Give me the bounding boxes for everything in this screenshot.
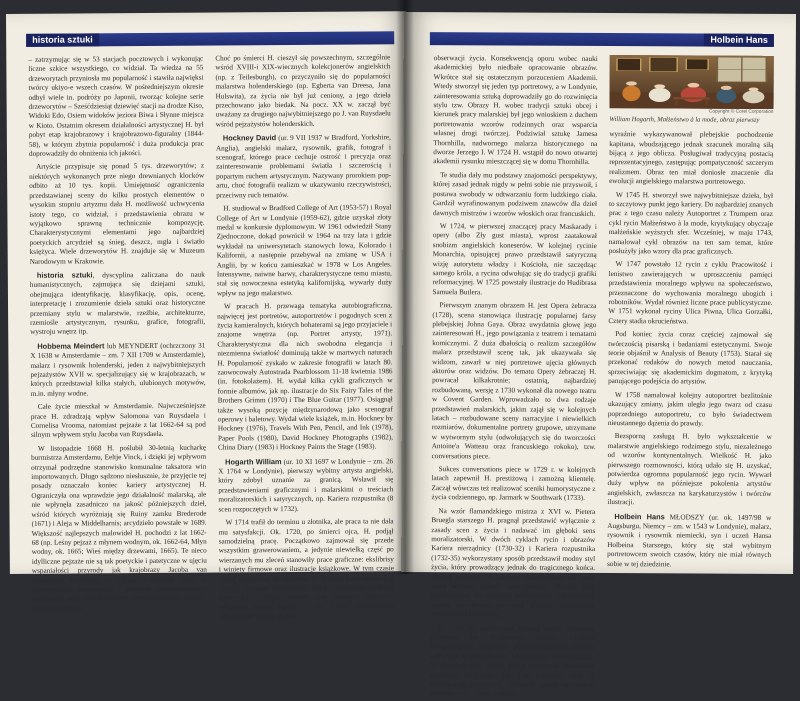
book-gutter-shadow: [396, 0, 414, 574]
entry-text: MŁODSZY (ur. ok. 1497/98 w Augsburgu, Niemcy – zm. w 1543 w Londynie), malarz, rysownik i rysownik niemiecki, syn i uczeń Hansa Holbeina Starszego, który się stał wybitnym portretowcem swoich czasów, który nie miał równych sobie w tej dziedzinie.: [607, 513, 771, 568]
left-column-1: [28, 55, 207, 574]
left-columns: [28, 53, 394, 574]
right-column-1: [431, 54, 598, 573]
entry-text: (ur. 10 XI 1697 w Londynie – zm. 26 X 1764 w Londynie), pierwszy wybitny artysta angielski, który zdobył uznanie za granicą. Wsławił się przedstawieniami graficznymi i malarskimi o treściach moralizatorskich i satyrycznych, np. Kariera rozpustnika (8 scen rozpoczętych w 1732).: [218, 457, 393, 513]
paragraph: W 1758 namalował kolejny autoportret bezlitośnie ukazujący zmiany, jakim uległa jego twarz od czasu poprzedniego autoportretu, co było świadectwem nieustannego dążenia do prawdy.: [608, 391, 772, 429]
entry-text: lub MEYNDERT (ochrzczony 31 X 1638 w Amsterdamie – zm. 7 XII 1709 w Amsterdamie), malarz i rysownik holenderski, jeden z najwybitniejszych pejzażystów XVII w. specjalizujący się w krajobrazach, w których przedstawiał kilka stałych, ulubionych motywów, m.in. młyny wodne.: [30, 341, 205, 397]
entry-hobbema: [30, 340, 205, 399]
entry-text: , dyscyplina zaliczana do nauk humanistycznych, zajmująca się dziejami sztuki, obejmująca identyfikację, klasyfikację, opis, ocenę, interpretację i zrozumienie dzieła sztuki oraz historyczne przemiany stylu w malarstwie, rzeźbie, architekturze, rzemiośle artystycznym, rysunku, grafice, fotografii, wystroju wnętrz itp.: [30, 271, 205, 337]
paragraph: Choć po śmierci H. cieszył się powszechnym, szczególnie wśród XVIII-i XIX-wiecznych kolekcjonerów angielskich (np. z Teilesburgh), co przyczyniło się do popularności malarstwa holenderskiego (np. Egberta van Dreesa, Jana Hulswita), za życia nie był już ceniony, a jego dzieła przechowano jako biedak. Na pocz. XX w. zaczął być uważany za drugiego najwybitniejszego po J. van Ruysdaelu wśród pejzażystów holenderskich.: [215, 53, 391, 129]
entry-term: Holbein Hans: [614, 512, 664, 521]
paragraph: Bezsporną zasługą H. było wykształcenie w malarstwie angielskiego rodzimego stylu, niezależnego od wzorów kontynentalnych. Wielkość H. jako pierwszego rozmowności, którą udało się H. uzyskać, potwierdza ogromna popularność jego rycin. Wywarł duży wpływ na późniejsze pokolenia artystów angielskich, zwłaszcza na karykaturzystów i twórców ilustracji.: [607, 432, 771, 508]
entry-term: Hockney David: [223, 133, 276, 142]
paragraph: Na wzór flamandzkiego mistrza z XVI w. Pietera Bruegla starszego H. pragnął przedstawić wyłącznie z zasady scen z życia i nadawać im głęboki sens moralizatorski. W dwóch cyklach rycin i obrazów Kariera nierządnicy (1730-32) i Kariera rozpustnika (1732-35) wykorzystany sposób przedstawił modny styl życia, który prowadzący jednak do tragicznego końca. Wykpił rozpustę i świadomie społeczeństwo, ale także nadał scenom głęboki sens moralny. Ryciny były przeznaczone dla szerokiej publiczności; ich zawrotny sukces natychmiast przyniósł artyście niezależność artystyczną i finansową.: [431, 507, 596, 621]
paragraph: H. studiował w Bradford College of Art (1953-57) i Royal College of Art w Londynie (1959-62), gdzie uzyskał złoty medal w konkursie dyplomowym. W 1961 odwiedził Stany Zjednoczone, dokąd powrócił w 1964 na trzy lata i gdzie wykładał na uniwersytetach stanowych Iowa, Kolorado i Kalifornii, a następnie przebywał na zmianę w USA i Anglii, by w końcu zamieszkać w 1978 w Los Angeles. Intensywne, naiwne barwy, charakterystyczne temu miastu, stał się nowoczesna estetyką kalifornijską, wywarły duży wpływ na jego malarstwo.: [216, 203, 392, 298]
paragraph: wyraźnie wykazywanował plebejskie pochodzenie kapitana, wbudzającego jednak szacunek moralną siłą bijącą z jego oblicza. Posługiwał tradycyjną postacią reprezentacyjnego, zastępując pompatyczność szczerym realizmem. Obraz ten miał doniosłe znaczenie dla ewolucji angielskiego malarstwa portretowego.: [609, 130, 773, 187]
paragraph: W 1745 H. stworzył swe najwybitniejsze dzieła, był to szczytowy punkt jego kariery. Do najbardziej znanych prac z tego czasu należy Autoportret z Trumpem oraz cykl rycin Małżeństwo à la mode, krytykujący obyczaje małżeńskie wyższych sfer. Wcześniej, w maju 1743, namalował cykl obrazów na ten sam temat, które posłużyły jako wzory dla prac graficznych.: [609, 191, 773, 258]
right-header-bar: [430, 32, 774, 47]
right-column-2: [607, 55, 774, 574]
right-columns: [431, 54, 774, 574]
left-column-2: [215, 53, 394, 572]
entry-term: historia sztuki: [37, 270, 93, 279]
right-page: [401, 12, 796, 574]
left-header-bar: [26, 31, 394, 47]
left-page: [6, 11, 410, 574]
right-header-title: Holbein Hans: [704, 34, 774, 47]
entry-hockney: [216, 133, 391, 201]
paragraph: W 1747 powstało 12 rycin z cyklu Pracowitość i lenistwo zawierających w uproszczeniu pamięci przedstawienia moralnego wpływu na społeczeństwo, przeznaczone do wychowania moralnego ubogich i robotników. Wydał również liczne prace publicystyczne. W 1751 wykonał ryciny Ulica Piwna, Ulica Gorzałki, Cztery stadia okrucieństwa.: [608, 260, 772, 327]
paragraph: Całe życie mieszkał w Amsterdamie. Najwcześniejsze prace H. zdradzają wpływ Salomona van Ruysdaela i Cornelisa Vrooma, natomiast pejzaże z lat 1662-64 są pod silnym wpływem stylu Jacoba van Ruysdaela.: [31, 402, 206, 441]
paragraph: obserwacji życia. Konsekwencją oporu wobec nauki akademickiej było niedbałe opracowanie obrazów. Wkrótce stał się ostatecznym porzuceniem Akademii. Wtedy stworzył się jeden typ portretowy, a w Londynie, zainteresowania sztuką doprowadziły go do rozwinięcia stylu tzw. Obrazy H. wobec tradycji sztuki obcej i kierunek pracy malarskiej był jego wnioskiem z duchem portretowania wzorów rodzinnych oraz wsparcia własnej drogi twórczej. Podziwiał sztukę Jamesa Thornhilla, nadwornego malarza historycznego na dworze Jerzego I. W 1724 H. wstąpił do nowo otwartej akademii rysunku mieszczącej się w domu Thornhilla.: [433, 54, 598, 168]
paragraph: W listopadzie 1668 H. poślubił 30-letnią kucharkę burmistrza Amsterdamu, Eeltje Vinck, i dzięki jej wpływom otrzymał podrzędne stanowisko komunalne taksatora win importowanych. Długo sądzono niesłusznie, że przyjęcie tej posady oznaczało koniec kariery artystycznej H. Ograniczyła ona wprawdzie jego działalność malarską, ale nie wpłynęła zasadniczo na jakość późniejszych dzieł, wśród których wyróżniają się Ruiny zamku Brederode (1671) i Aleja w Middelharnis; arcydzieło powstałe w 1689. Większość najlepszych malowideł H. pochodzi z lat 1662-68 (np. Leśny pejzaż z młynem wodnym, ok. 1662-64, Młyn wodny, ok. 1665; Wieś między drzewami, 1665). Te nieco idylliczne pejzaże nie są tak poetyckie i patetyczne w ujęciu wspaniałości przyrody jak krajobrazy Jacoba van Ruysdaela; dorównują im jednak, a niekiedy nawet je przewyższają, starannością i swobodą zakomponowania przestrzeni oraz zróżnicowanym przedstawieniem efektów atmosferycznych.: [31, 443, 207, 614]
paragraph: W pracach H. przewaga tematyka autobiograficzna, najwięcej jest portretów, autoportretów i pogodnych scen z życia kamieralnych, których bohaterami są jego przyjaciele i znajome wnętrza (np. Portret artysty, 1971). Charakterystyczna dla nich swobodna elegancja i niezmienna światłość dominują także w martwych naturach H. Popularność zyskało w zakresie fotografii w latach 80. zaowocowały Autostrada Pearblossom 11-18 kwietnia 1986 (in. fotokolażem). H. wydał kilka cykli graficznych w formie albumów, jak np. ilustracje do Six Fairy Tales of the Brothers Grimm (1970) i The Blue Guitar (1977). Osiągnął także wysoką pozycję międzynarodową jako scenograf operowy i baletowy. Wydał wiele książek, m.in. Hockney by Hockney (1976), Travels With Pen, Pencil, and Ink (1978), Paper Pools (1980), David Hockney Photographs (1982), China Diary (1983) i Hockney Paints the Stage (1983).: [217, 301, 393, 453]
paragraph: Pierwszym znanym obrazem H. jest Opera żebracza (1728), scena stanowiąca ilustrację popularnej farsy plebejskiej Johna Gaya. Obraz uwydatnia głowę jego zainteresowań H., jego powiązania z teatrem i tematami komicznymi. Z duża dbałością o realizm szczegółów malarz przedstawił scenę tak, jak ukazywała się widzom, zawarł w niej portretowe ujęcia głównych aktorów oraz widzów. Do tematu Opery żebraczej H. powracał kilkakrotnie; ostatnią, najbardziej rozbudowaną, wersję z 1730 wykonał dla nowego teatru w Covent Garden. Wprowadzało to dwa rodzaje przedstawień malarskich, jakim zajął się w kolejnych latach – rozbudowane sceny narracyjne i niewielkich rozmiarów, dokumentalne portrety grupowe, utrzymane w wytwornym stylu (odwołujących się do tworczości Antoine'a Watteau oraz francuskiego rokoko), tzw. conversations piece.: [432, 301, 597, 462]
left-header-title: historia sztuki: [26, 33, 99, 47]
paragraph: W 1724, w pierwszej znaczącej pracy Maskarady i opery (albo Zły gust miasta), wprost zaatakował snobizm angielskich koneserów. W kolejnej rycinie Monarchia, opisującej prawo przedstawił satyryczną wizję autorytetu władzy i Kościoła, nie szczędząc samego króla, a rycina odwołując się do tradycji grafiki reformacyjnej. W 1725 powstały ilustracje do Hudibrasa Samuela Butlera.: [433, 222, 597, 298]
paragraph: Sukces conversations piece w 1729 r. w kolejnych latach zapewnił H. prestiżową i zamożną klientelę. Zaczął wówczas też realizować sceniki humorystyczne z życia codziennego, np. Jarmark w Southwark (1733).: [431, 465, 595, 503]
entry-term: Hobbema Meindert: [37, 341, 104, 350]
entry-historia-sztuki: [30, 270, 205, 338]
painting-illustration: [610, 55, 774, 109]
paragraph: W 1735 H. udekorował główną klatkę schodową przytułku św. Bartłomieja dwiema wielkimi kompozycjami religijnymi przedstawiającymi Historię sadzawki w Betesda oraz Miłosiernego Samarytanina. W obrazach tych malarz podjął wyzwanie odnowienia malarstwa religijnego. Ok. 1740 ponownie zajął się twórczością portretową. Malował przede wszystkim portrety osób z klasy średniej.: [430, 624, 594, 700]
right-column-2-text: [607, 130, 773, 574]
image-copyright: Copyright © Corel Corporation: [609, 109, 773, 115]
entry-term: Hogarth William: [225, 457, 282, 466]
paragraph: – zatrzymując się w 53 stacjach pocztowych i wykonując liczne szkice wszystkiego, co widział. Ta wiedza na 55 drzeworytach przyniosła mu popularność i stawiła najwięksi twórcy ukiyo-e wszech czasów. W pośredniejszym okresie odbył wiele in. podróży po Japonii, tworząc kolejne serie drzeworytów – Sześćdziesiąt dziewięć stacji na drodze Kiso, Widoki Edo, Osiem widoków jeziora Biwa i Słynne miejsca w Kioto. Ostatnim okresem działalności artystycznej H. był pobyt etap krajobrazowy i krajobrazowo-figuralny (1844-58), w którym zbytnia popularność i duża produkcja prac doprowadziły do obniżenia ich jakości.: [28, 55, 204, 160]
hogarth-painting-image: [610, 55, 774, 109]
paragraph: W 1714 trafił do terminu u złotnika, ale praca ta nie dała mu satysfakcji. Ok. 1720, po śmierci ojca, H. podjął samodzielną pracę. Początkowo zajmował się przede wszystkim grawerowaniem, a jedynie niewielką część po wierzanych mu zleceń stanowiły prace graficzne: ekslibrisy i winiety firmowe oraz ilustracje książkowe. W tym czasie zaczął uczęszczać do Akademii St. Martin's Lane kształcącej wraz z Jamesem Thornhillem, który – kopiował akademię Francuską – kopię wiarnie prac dawnych mistrzów, odkrywał sporo starych i na koniec idealistyczne odtwarzanie natury, co nie.: [219, 517, 395, 622]
paragraph: Te studia dały mu podstawy znajomości perspektywy, której zasad jednak nigdy w pełni sobie nie przyswoił, i postawa swobody w odtwarzaniu form ludzkiego ciała. Gardził wyrafinowanym podziwem znawców dla dzieł dawnych mistrzów i wzorów włoskich oraz francuskich.: [433, 171, 597, 219]
entry-holbein: [607, 512, 771, 570]
entry-text: (ur. 9 VII 1937 w Bradford, Yorkshire, Anglia), angielski malarz, rysownik, grafik, fotograf i scenograf, którego prace cechuje ostrość i precyzja oraz zainteresowanie problemami światła i szczerością i popartym ruchem artystycznym. Nazywany prorokiem pop-artu, choć fotografii realizm w ukazywaniu rzeczywistości, przeciwny ruch tematów.: [216, 134, 391, 200]
entry-hogarth: [218, 456, 393, 515]
paragraph: Pod koniec życia coraz częściej zajmował się twórczością pisarską i badaniami estetycznymi. Swoje teorie objaśnił w Analysis of Beauty (1753). Starał się przekonać rodaków do nowych metod nauczania, sprzeciwiając się akademickim dogmatom, z krytyką panującego podejścia do artystów.: [608, 330, 772, 387]
image-caption: William Hogarth, Małżeństwo à la mode, obraz pierwszy: [609, 116, 773, 125]
paragraph: Artyście przypisuje się ponad 5 tys. drzeworytów; z niektórych wykonanych prze niego drewnianych klocków odbito aż 10 tys. kopii. Umiejętność ograniczenia przedstawianej sceny do kilku prostych elementów o wysokim stopniu artyzmu dała H. możliwość uchwycenia istoty tego, co widział, i przedstawienia obrazu w wyjątkowo sprawną technicznie kompozycję. Charakterystycznymi elementami jego najbardziej poetyckich arcydzieł są śnieg, deszcz, mgła i światło księżyca. Wiele drzeworytów H. znajduje się w Muzeum Narodowym w Krakowie.: [29, 162, 205, 267]
